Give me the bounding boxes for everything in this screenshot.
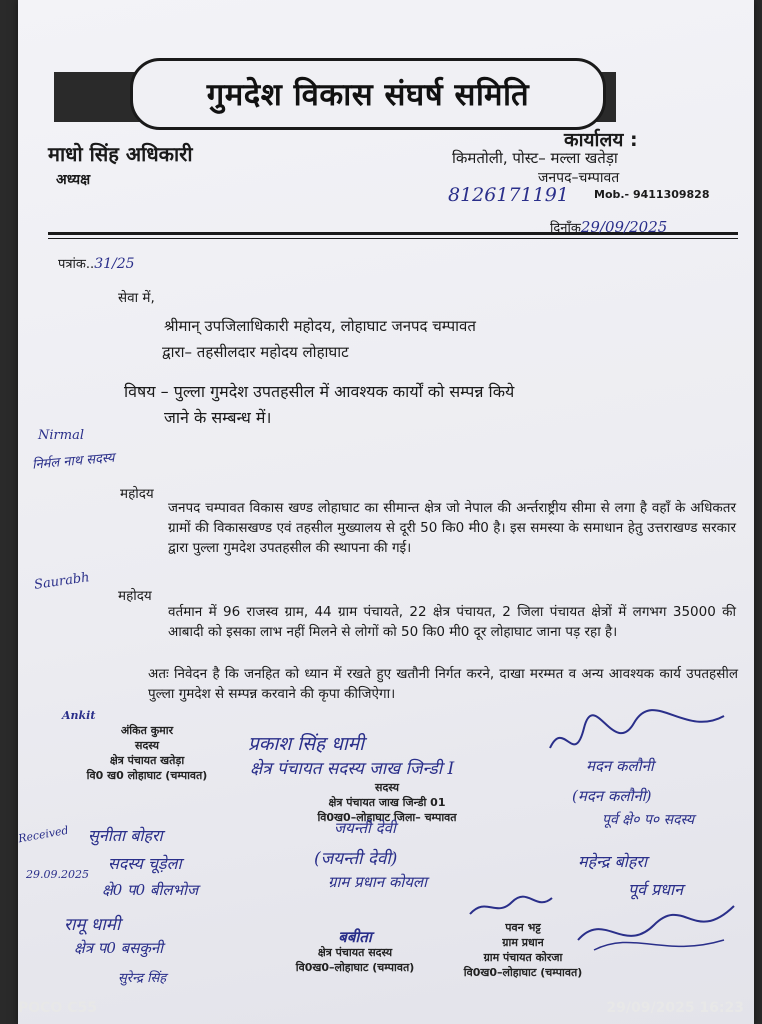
letterhead-title: गुमदेश विकास संघर्ष समिति: [130, 58, 606, 130]
camera-timestamp-stamp: 29/09/2025 16:23: [606, 1000, 744, 1016]
ref-value: 31/25: [94, 256, 135, 272]
margin-note-received-date: 29.09.2025: [26, 868, 89, 881]
addressee-line-2: द्वारा– तहसीलदार महोदय लोहाघाट: [162, 343, 349, 361]
date-field: [550, 218, 667, 236]
ref-label: पत्रांक: [58, 257, 86, 272]
header-rule-thin: [48, 238, 738, 239]
handwritten-phone: 8126171191: [448, 184, 569, 206]
handwritten-signature-madan-full: (मदन कलौनी): [572, 787, 652, 805]
greeting-1: महोदय: [120, 486, 154, 502]
handwritten-signature-ramu: रामू धामी: [64, 915, 121, 935]
ref-field: पत्रांक..31/25: [58, 256, 135, 272]
signatory-ankit-place: वि0 ख0 लोहाघाट (चम्पावत): [86, 769, 208, 782]
signatory-ankit-role: सदस्य: [135, 739, 159, 752]
addressee-line-1: श्रीमान् उपजिलाधिकारी महोदय, लोहाघाट जनपद चम्पावत: [164, 317, 476, 335]
greeting-2: महोदय: [118, 588, 152, 604]
subject-line-2: जाने के सम्बन्ध में।: [164, 408, 272, 427]
salutation: सेवा में,: [118, 290, 155, 306]
handwritten-signature-former-pradhan: पूर्व प्रधान: [628, 880, 684, 899]
paragraph-2: वर्तमान में 96 राजस्व ग्राम, 44 ग्राम पंचायते, 22 क्षेत्र पंचायत, 2 जिला पंचायत क्षेत्रों में लगभग 35000 की आबादी को इसका लाभ नहीं मिलने से लोगों को 50 कि0 मी0 दूर लोहाघाट जाना पड़ रहा है।: [168, 604, 736, 640]
handwritten-signature-surendra: सुरेन्द्र सिंह: [118, 971, 167, 986]
margin-note-nirmal: Nirmal: [38, 428, 84, 443]
paragraph-3: अतः निवेदन है कि जनहित को ध्यान में रखते हुए खतौनी निर्गत करने, दाखा मरम्मत व अन्य आवश्यक कार्य उपतहसील पुल्ला गुमदेश से सम्पन्न करवाने की कृपा कीजिऐगा।: [148, 666, 738, 702]
signatory-pawan-name: पवन भट्ट: [505, 921, 541, 934]
handwritten-signature-member-chudela: सदस्य चूड़ेला: [108, 854, 182, 873]
signatory-ankit-body: क्षेत्र पंचायत खतेड़ा: [109, 754, 185, 767]
paragraph-1: जनपद चम्पावत विकास खण्ड लोहाघाट का सीमान्त क्षेत्र जो नेपाल की अर्न्तराष्ट्रीय सीमा से लगा है वहाँ के अधिकतर ग्रामों की विकासखण्ड एवं तहसील मुख्यालय से दूरी 50 कि0 मी0 है। इस समस्या के समाधान हेतु उत्तराखण्ड सरकार द्वारा पुल्ला गुमदेश उपतहसील की स्थापना की गई।: [168, 500, 736, 556]
margin-note-nirmal-hindi: निर्मल नाथ सदस्य: [31, 450, 116, 473]
signatory-pawan-body: ग्राम पंचायत कोरजा: [483, 951, 563, 964]
signatory-babita-name: बबीता: [338, 928, 372, 946]
mobile-number: Mob.- 9411309828: [594, 188, 710, 201]
handwritten-signature-jayanti-full: (जयन्ती देवी): [314, 849, 398, 869]
signature-scribble-pawan: [466, 892, 556, 922]
handwritten-signature-former-member: पूर्व क्षे० प० सदस्य: [602, 812, 695, 828]
handwritten-signature-pradhan-koyla: ग्राम प्रधान कोयला: [328, 873, 427, 891]
camera-device-stamp: POCO C55: [18, 1000, 97, 1016]
handwritten-signature-jakh: क्षेत्र पंचायत सदस्य जाख जिन्डी I: [250, 759, 455, 779]
signatory-babita: [280, 930, 430, 975]
letter-sheet: [18, 0, 754, 1024]
office-label: कार्यालय :: [564, 129, 638, 151]
signatory-pawan-place: वि0ख0–लोहाघाट (चम्पावत): [463, 966, 583, 979]
handwritten-signature-baskuni: क्षेत्र प0 बसकुनी: [74, 939, 164, 957]
signature-scribble-lower-right: [574, 900, 744, 960]
handwritten-signature-mahendra: महेन्द्र बोहरा: [578, 852, 648, 871]
signatory-pawan: [448, 920, 598, 980]
signatory-center-place: वि0ख0–लोहाघाट जिला– चम्पावत: [317, 811, 457, 824]
handwritten-signature-sunita: सुनीता बोहरा: [88, 826, 163, 845]
signatory-babita-place: वि0ख0–लोहाघाट (चम्पावत): [295, 961, 415, 974]
signatory-pawan-role: ग्राम प्रधान: [502, 936, 544, 949]
signatory-ankit: Ankit अंकित कुमार सदस्य क्षेत्र पंचायत खतेड़ा वि0 ख0 लोहाघाट (चम्पावत): [62, 708, 232, 783]
president-title: अध्यक्ष: [56, 172, 91, 188]
signatory-babita-role: क्षेत्र पंचायत सदस्य: [317, 946, 393, 959]
address-line-2: जनपद–चम्पावत: [538, 170, 620, 186]
margin-note-saurabh: Saurabh: [33, 570, 91, 593]
date-label: दिनाँक: [550, 221, 581, 236]
subject-line-1: विषय – पुल्ला गुमदेश उपतहसील में आवश्यक कार्यों को सम्पन्न किये: [124, 382, 515, 401]
handwritten-signature-prakash: प्रकाश सिंह धामी: [248, 733, 365, 755]
signatory-center-body: क्षेत्र पंचायत जाख जिन्डी 01: [328, 796, 446, 809]
date-value: 29/09/2025: [580, 218, 668, 236]
signatory-ankit-name: अंकित कुमार: [120, 724, 174, 737]
handwritten-signature-bilbhoj: क्षे0 प0 बीलभोज: [102, 881, 199, 899]
handwritten-signature-jayanti: जयन्ती देवी: [334, 819, 396, 837]
address-line-1: किमतोली, पोस्ट– मल्ला खतेड़ा: [452, 149, 618, 167]
handwritten-signature-madan: मदन कलौनी: [586, 757, 654, 775]
president-name: माधो सिंह अधिकारी: [48, 142, 193, 166]
margin-note-received: Received: [17, 823, 70, 846]
signatory-center-role: सदस्य: [375, 781, 399, 794]
